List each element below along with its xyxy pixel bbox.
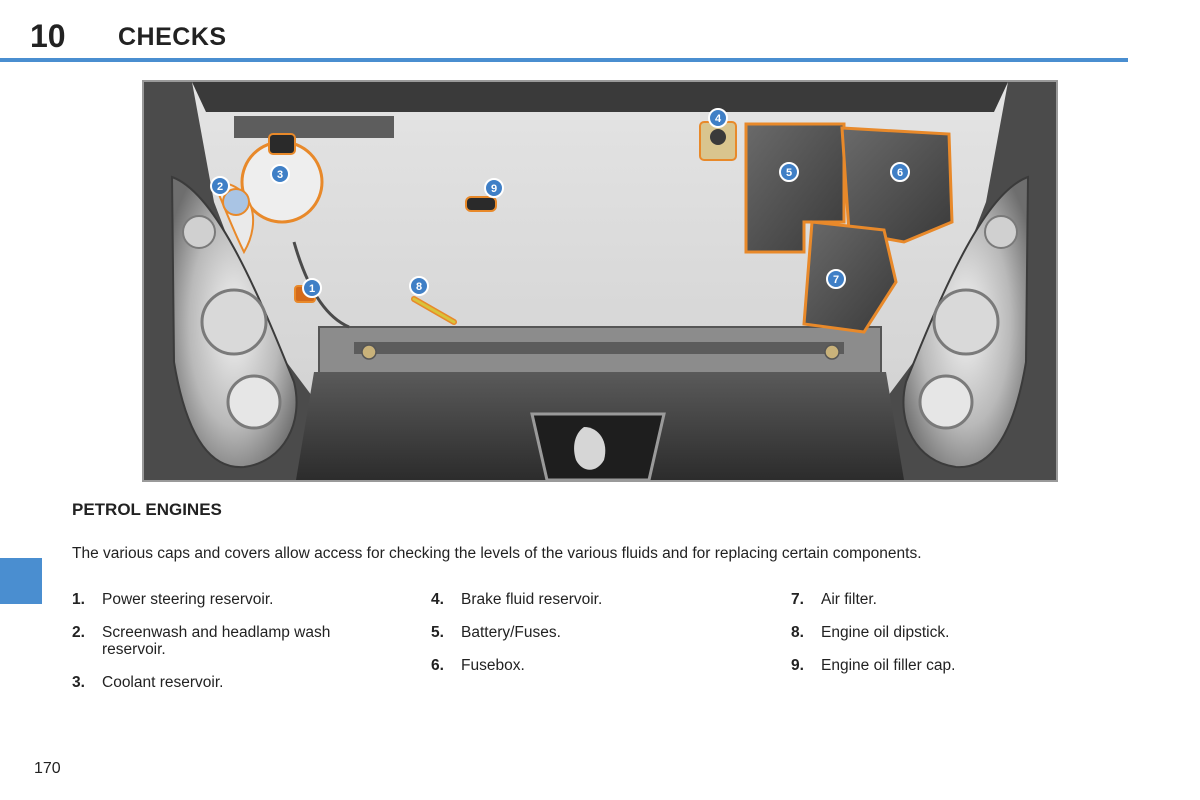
svg-text:4: 4 xyxy=(714,113,722,125)
legend-item: 1. Power steering reservoir. xyxy=(72,591,274,608)
chapter-title: CHECKS xyxy=(118,23,227,51)
svg-text:6: 6 xyxy=(896,167,904,179)
svg-text:7: 7 xyxy=(832,274,840,286)
legend-item: 3. Coolant reservoir. xyxy=(72,674,224,691)
svg-text:1: 1 xyxy=(308,283,316,295)
legend-column-1 xyxy=(72,591,412,707)
legend-item: 5. Battery/Fuses. xyxy=(431,624,561,641)
intro-paragraph: The various caps and covers allow access for checking the levels of the various fluids and for replacing certain components. xyxy=(72,545,922,562)
chapter-side-tab xyxy=(0,558,42,604)
legend-item: 9. Engine oil filler cap. xyxy=(791,657,956,674)
legend-item: 2. Screenwash and headlamp wash reservoir. xyxy=(72,624,331,658)
callout-1 xyxy=(303,279,321,297)
legend-item: 4. Brake fluid reservoir. xyxy=(431,591,603,608)
callout-8 xyxy=(410,277,428,295)
legend-item: 8. Engine oil dipstick. xyxy=(791,624,950,641)
svg-text:8: 8 xyxy=(415,281,423,293)
callout-7 xyxy=(827,270,845,288)
section-heading: PETROL ENGINES xyxy=(72,500,222,519)
callout-4 xyxy=(709,109,727,127)
legend-column-3 xyxy=(791,591,1131,690)
svg-text:3: 3 xyxy=(276,169,284,181)
header-rule xyxy=(0,58,1128,62)
callout-5 xyxy=(780,163,798,181)
engine-bay-illustration xyxy=(142,80,1058,482)
legend-item: 7. Air filter. xyxy=(791,591,877,608)
callout-6 xyxy=(891,163,909,181)
legend-item: 6. Fusebox. xyxy=(431,657,525,674)
page-number: 170 xyxy=(34,760,61,777)
callout-3 xyxy=(271,165,289,183)
callout-9 xyxy=(485,179,503,197)
legend-column-2 xyxy=(431,591,771,690)
svg-text:2: 2 xyxy=(216,181,224,193)
chapter-number: 10 xyxy=(30,18,66,54)
svg-text:5: 5 xyxy=(785,167,793,179)
svg-text:9: 9 xyxy=(490,183,498,195)
callout-2 xyxy=(211,177,229,195)
